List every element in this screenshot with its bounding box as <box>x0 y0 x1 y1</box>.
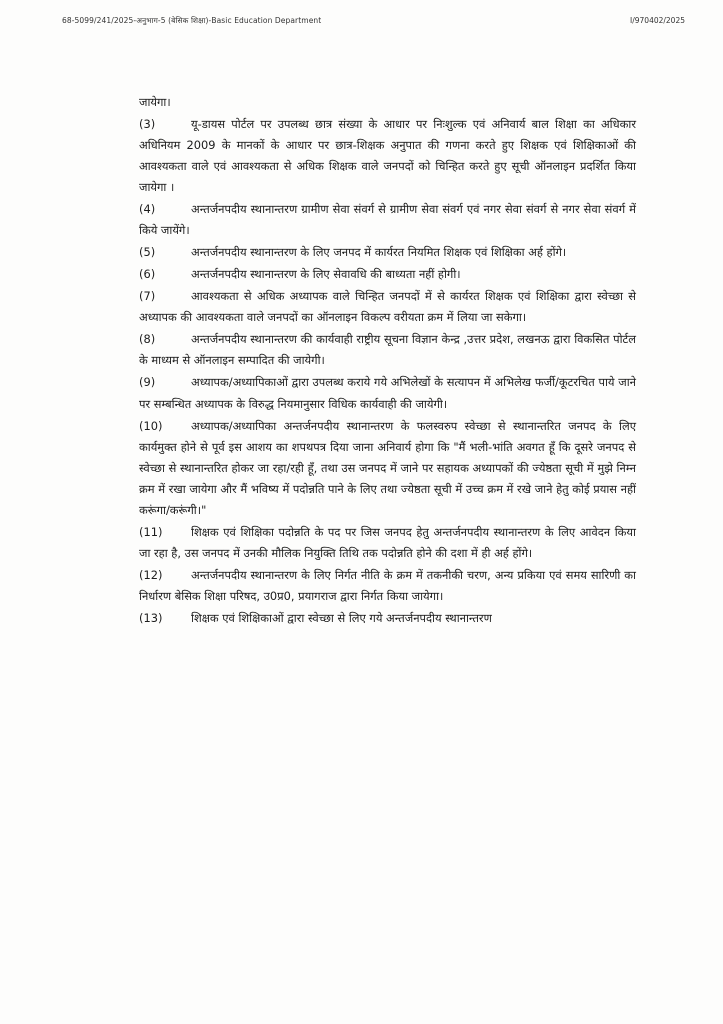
clause-text: अन्तर्जनपदीय स्थानान्तरण के लिए जनपद में कार्यरत नियमित शिक्षक एवं शिक्षिका अर्ह होंगे। <box>191 245 567 260</box>
clause-text: अध्यापक/अध्यापिकाओं द्वारा उपलब्ध कराये गये अभिलेखों के सत्यापन में अभिलेख फर्जी/कूटरचित पाये जाने पर सम्बन्धित अध्यापक के विरुद्ध नियमानुसार विधिक कार्यवाही की जायेगी। <box>139 375 636 411</box>
clause-text: अन्तर्जनपदीय स्थानान्तरण ग्रामीण सेवा संवर्ग से ग्रामीण सेवा संवर्ग एवं नगर सेवा संवर्ग से नगर सेवा संवर्ग में किये जायेंगे। <box>139 202 636 238</box>
continuation-text: जायेगा। <box>139 95 171 109</box>
clause-4 <box>139 199 636 241</box>
clause-12 <box>139 565 636 607</box>
clause-number: (9) <box>139 375 156 390</box>
clause-text: अन्तर्जनपदीय स्थानान्तरण के लिए सेवावधि की बाध्यता नहीं होगी। <box>191 267 461 282</box>
clause-8 <box>139 329 636 371</box>
document-body <box>139 92 636 630</box>
clause-text: यू-डायस पोर्टल पर उपलब्ध छात्र संख्या के आधार पर निःशुल्क एवं अनिवार्य बाल शिक्षा का अधिकार अधिनियम 2009 के मानकों के आधार पर छात्र-शिक्षक अनुपात की गणना करते हुए शिक्षक एवं शिक्षिकाओं की आवश्यकता वाले एवं आवश्यकता से अधिक शिक्षक वाले जनपदों को चिन्हित करते हुए सूची ऑनलाइन प्रदर्शित किया जायेगा । <box>139 116 636 195</box>
clause-number: (6) <box>139 267 156 282</box>
clause-number: (12) <box>139 567 163 582</box>
clause-text: अन्तर्जनपदीय स्थानान्तरण की कार्यवाही राष्ट्रीय सूचना विज्ञान केन्द्र ,उत्तर प्रदेश, लखनऊ द्वारा विकसित पोर्टल के माध्यम से ऑनलाइन सम्पादित की जायेगी। <box>139 332 636 368</box>
clause-10 <box>139 416 636 521</box>
document-id-header: I/970402/2025 <box>630 16 685 25</box>
clause-number: (8) <box>139 332 156 347</box>
clause-text: अध्यापक/अध्यापिका अन्तर्जनपदीय स्थानान्तरण के फलस्वरुप स्वेच्छा से स्थानान्तरित जनपद के लिए कार्यमुक्त होने से पूर्व इस आशय का शपथपत्र दिया जाना अनिवार्य होगा कि "मैं भली-भांति अवगत हूँ कि दूसरे जनपद से स्वेच्छा से स्थानान्तरित होकर जा रहा/रही हूँ, तथा उस जनपद में जाने पर सहायक अध्यापकों की ज्येष्ठता सूची में मुझे निम्न क्रम में रखा जायेगा और मैं भविष्य में पदोन्नति पाने के लिए तथा ज्येष्ठता सूची में उच्च क्रम में रखे जाने हेतु कोई प्रयास नहीं करूंगा/करूंगी।" <box>139 418 636 517</box>
clause-11 <box>139 522 636 564</box>
clause-5 <box>139 242 636 263</box>
clause-text: आवश्यकता से अधिक अध्यापक वाले चिन्हित जनपदों में से कार्यरत शिक्षक एवं शिक्षिका द्वारा स्वेच्छा से अध्यापक की आवश्यकता वाले जनपदों का ऑनलाइन विकल्प वरीयता क्रम में लिया जा सकेगा। <box>139 289 636 325</box>
clause-text: शिक्षक एवं शिक्षिका पदोन्नति के पद पर जिस जनपद हेतु अन्तर्जनपदीय स्थानान्तरण के लिए आवेदन किया जा रहा है, उस जनपद में उनकी मौलिक नियुक्ति तिथि तक पदोन्नति होने की दशा में ही अर्ह होंगे। <box>139 524 636 560</box>
clause-number: (10) <box>139 418 163 433</box>
clause-3 <box>139 114 636 198</box>
clause-9 <box>139 372 636 414</box>
clause-number: (11) <box>139 524 163 539</box>
clause-7 <box>139 286 636 328</box>
document-reference-header: 68-5099/241/2025-अनुभाग-5 (बेसिक शिक्षा)-Basic Education Department <box>62 16 322 25</box>
clause-6 <box>139 264 636 285</box>
clause-number: (7) <box>139 289 156 304</box>
clause-number: (13) <box>139 611 163 626</box>
clause-number: (3) <box>139 116 156 131</box>
clause-number: (4) <box>139 202 156 217</box>
clause-13 <box>139 608 636 629</box>
clause-text: अन्तर्जनपदीय स्थानान्तरण के लिए निर्गत नीति के क्रम में तकनीकी चरण, अन्य प्रकिया एवं समय सारिणी का निर्धारण बेसिक शिक्षा परिषद, उ0प्र0, प्रयागराज द्वारा निर्गत किया जायेगा। <box>139 567 636 604</box>
clause-number: (5) <box>139 245 156 260</box>
clause-text: शिक्षक एवं शिक्षिकाओं द्वारा स्वेच्छा से लिए गये अन्तर्जनपदीय स्थानान्तरण <box>191 611 492 626</box>
